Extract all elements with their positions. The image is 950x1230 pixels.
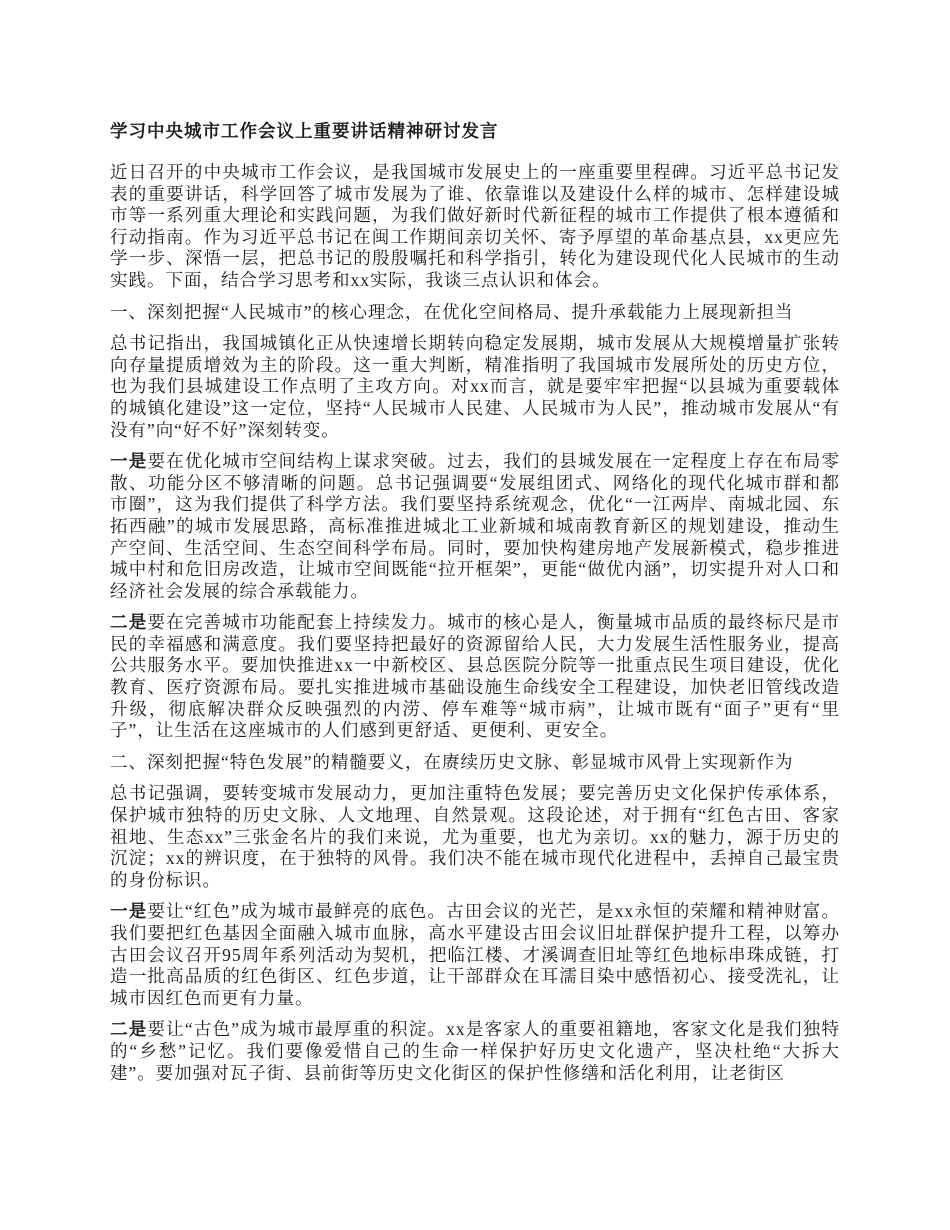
paragraph-with-lead: 二是要让“古色”成为城市最厚重的积淀。xx是客家人的重要祖籍地，客家文化是我们独特的“乡愁”记忆。我们要像爱惜自己的生命一样保护好历史文化遗产，坚决杜绝“大拆大建”。要加强对瓦子街、县前街等历史文化街区的保护性修缮和活化利用，让老街区 (110, 1019, 840, 1083)
paragraph: 二、深刻把握“特色发展”的精髓要义，在赓续历史文脉、彰显城市风骨上实现新作为 (110, 751, 794, 772)
paragraph-lead: 一是 (110, 451, 148, 472)
paragraph: 近日召开的中央城市工作会议，是我国城市发展史上的一座重要里程碑。习近平总书记发表的重要讲话，科学回答了城市发展为了谁、依靠谁以及建设什么样的城市、怎样建设城市等一系列重大理论和实践问题，为我们做好新时代新征程的城市工作提供了根本遵循和行动指南。作为习近平总书记在闽工作期间亲切关怀、寄予厚望的革命基点县，xx更应先学一步、深悟一层，把总书记的殷殷嘱托和科学指引，转化为建设现代化人民城市的生动实践。下面，结合学习思考和xx实际，我谈三点认识和体会。 (110, 162, 840, 290)
paragraph: 总书记强调，要转变城市发展动力，更加注重特色发展；要完善历史文化保护传承体系，保护城市独特的历史文脉、人文地理、自然景观。这段论述，对于拥有“红色古田、客家祖地、生态xx”三张金名片的我们来说，尤为重要，也尤为亲切。xx的魅力，源于历史的沉淀；xx的辨识度，在于独特的风骨。我们决不能在城市现代化进程中，丢掉自己最宝贵的身份标识。 (110, 783, 840, 890)
document-title: 学习中央城市工作会议上重要讲话精神研讨发言 (110, 121, 499, 141)
paragraph-with-lead: 二是要在完善城市功能配套上持续发力。城市的核心是人，衡量城市品质的最终标尺是市民的幸福感和满意度。我们要坚持把最好的资源留给人民，大力发展生活性服务业，提高公共服务水平。要加快推进xx一中新校区、县总医院分院等一批重点民生项目建设，优化教育、医疗资源布局。要扎实推进城市基础设施生命线安全工程建设，加快老旧管线改造升级，彻底解决群众反映强烈的内涝、停车难等“城市病”，让城市既有“面子”更有“里子”，让生活在这座城市的人们感到更舒适、更便利、更安全。 (110, 612, 841, 741)
paragraph-with-lead: 一是要在优化城市空间结构上谋求突破。过去，我们的县城发展在一定程度上存在布局零散、功能分区不够清晰的问题。总书记强调要“发展组团式、网络化的现代化城市群和都市圈”，这为我们提供了科学方法。我们要坚持系统观念，优化“一江两岸、南城北园、东拓西融”的城市发展思路，高标准推进城北工业新城和城南教育新区的规划建设，推动生产空间、生活空间、生态空间科学布局。同时，要加快构建房地产发展新模式，稳步推进城中村和危旧房改造，让城市空间既能“拉开框架”，更能“做优内涵”，切实提升对人口和经济社会发展的综合承载能力。 (110, 451, 841, 601)
paragraph-lead: 二是 (110, 1019, 148, 1040)
paragraph: 总书记指出，我国城镇化正从快速增长期转向稳定发展期，城市发展从大规模增量扩张转向存量提质增效为主的阶段。这一重大判断，精准指明了我国城市发展所处的历史方位，也为我们县城建设工作点明了主攻方向。对xx而言，就是要牢牢把握“以县城为重要载体的城镇化建设”这一定位，坚持“人民城市人民建、人民城市为人民”，推动城市发展从“有没有”向“好不好”深刻转变。 (110, 333, 840, 440)
paragraph-lead: 二是 (110, 612, 148, 633)
paragraph: 一、深刻把握“人民城市”的核心理念，在优化空间格局、提升承载能力上展现新担当 (110, 301, 794, 322)
document-body (110, 162, 840, 1084)
paragraph-lead: 一是 (110, 901, 148, 922)
paragraph-with-lead: 一是要让“红色”成为城市最鲜亮的底色。古田会议的光芒，是xx永恒的荣耀和精神财富。我们要把红色基因全面融入城市血脉，高水平建设古田会议旧址群保护提升工程，以筹办古田会议召开95周年系列活动为契机，把临江楼、才溪调查旧址等红色地标串珠成链，打造一批高品质的红色街区、红色步道，让干部群众在耳濡目染中感悟初心、接受洗礼，让城市因红色而更有力量。 (110, 901, 840, 1008)
